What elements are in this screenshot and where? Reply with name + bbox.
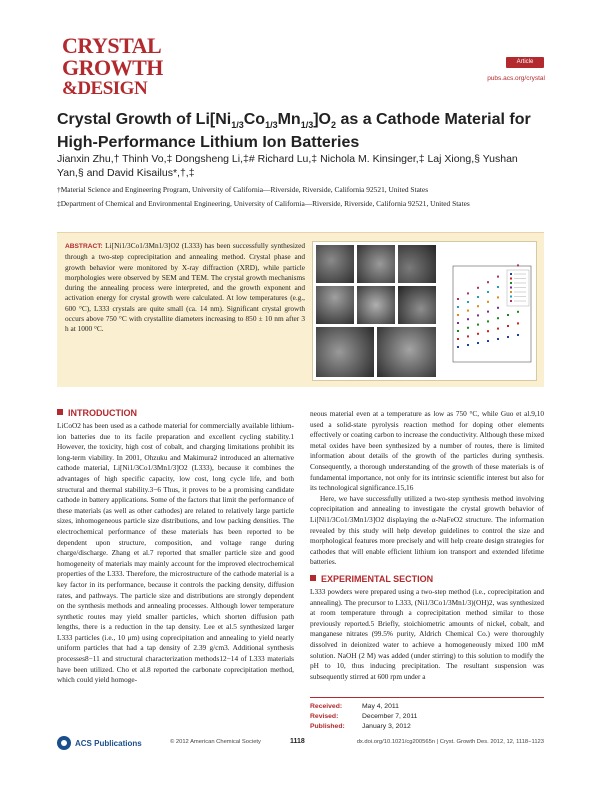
acs-logo-icon: [57, 736, 71, 750]
article-title: Crystal Growth of $Li[Ni_{1/3}Co_{1/3}Mn_{1/3}]O_2$ as a Cathode Material for High-Performance Lithium Ion Batteries: [57, 111, 531, 152]
sem-image: [376, 326, 437, 378]
plot-point: [477, 305, 479, 307]
sem-image: [356, 244, 396, 284]
sem-image: [397, 285, 437, 325]
legend-swatch: [510, 300, 512, 302]
plot-point: [467, 310, 469, 312]
plot-point: [497, 296, 499, 298]
acs-publications-logo[interactable]: ACS Publications: [57, 736, 142, 750]
plot-point: [477, 287, 479, 289]
plot-point: [517, 322, 519, 324]
plot-point: [497, 286, 499, 288]
toc-graphic: [312, 241, 537, 381]
plot-point: [507, 336, 509, 338]
abstract-label: ABSTRACT:: [65, 243, 103, 250]
abstract-box: [57, 232, 544, 387]
right-paragraph-2: Here, we have successfully utilized a two-step synthesis method involving coprecipitation and annealing to investigate the crystal growth behavior of Li[Ni1/3Co1/3Mn1/3]O2 displaying the α-NaFeO2 structure. The information revealed by this study will help develop guidelines to control the size and morphological features more precisely and will help create design strategies for cathodes that will enable efficient lithium ion transport and extended lifetime batteries.: [310, 493, 544, 567]
plot-point: [507, 325, 509, 327]
plot-point: [487, 311, 489, 313]
abstract-body: Li[Ni1/3Co1/3Mn1/3]O2 (L333) has been successfully synthesized through a two-step coprecipitation and annealing method. Crystal phase and growth behavior were monitored by X-ray diffraction (XRD), while particle morphologies were observed by SEM and TEM. The crystal growth mechanisms during the annealing process were interpreted, and the growth exponent and activation energy for crystal growth were calculated. At low temperatures (e.g., 600 °C), L333 crystals are quite small (ca. 14 nm). Significant crystal growth occurs above 750 °C with crystallite diameters increasing to 850 ± 10 nm after 3 h at 1000 °C.: [65, 241, 305, 334]
history-published: Published: January 3, 2012: [310, 723, 411, 730]
plot-point: [497, 317, 499, 319]
plot-point: [467, 292, 469, 294]
sem-image: [356, 285, 396, 325]
history-received: Received: May 4, 2011: [310, 703, 399, 710]
legend-swatch: [510, 291, 512, 293]
legend-swatch: [510, 278, 512, 280]
plot-point: [497, 276, 499, 278]
sem-image: [315, 326, 375, 378]
plot-point: [477, 296, 479, 298]
plot-point: [467, 327, 469, 329]
affiliation-1: †Material Science and Engineering Program, University of California—Riverside, Riverside, California 92521, United States: [57, 185, 429, 194]
sem-image: [315, 285, 355, 325]
plot-point: [487, 301, 489, 303]
plot-point: [497, 307, 499, 309]
plot-point: [487, 291, 489, 293]
plot-point: [517, 264, 519, 266]
journal-logo-line1: CRYSTAL: [62, 33, 162, 58]
right-column-top: [310, 409, 544, 568]
introduction-column: [57, 421, 294, 686]
plot-point: [507, 314, 509, 316]
page-number: 1118: [290, 738, 305, 745]
sem-image: [315, 244, 355, 284]
plot-point: [487, 330, 489, 332]
sem-image: [397, 244, 437, 284]
plot-point: [457, 346, 459, 348]
plot-point: [457, 322, 459, 324]
legend-swatch: [510, 273, 512, 275]
plot-point: [477, 314, 479, 316]
journal-url-link[interactable]: pubs.acs.org/crystal: [487, 75, 545, 82]
footer-copyright: © 2012 American Chemical Society: [170, 739, 261, 745]
legend-swatch: [510, 296, 512, 298]
plot-point: [457, 338, 459, 340]
section-marker-icon: [57, 409, 63, 415]
plot-point: [517, 311, 519, 313]
right-paragraph-1: neous material even at a temperature as low as 750 °C, while Guo et al.9,10 used a solid-state pyrolysis reaction method for doping other elements effectively or coating carbon to increase the conductivity. Although these mixed metal oxides have been synthesized by a number of routes, there is limited information about details of the growth of the particles during synthesis. Consequently, a thorough understanding of the growth of these materials is of fundamental importance, not only for its intrinsic scientific interest but also for its technological significance.15,16: [310, 409, 544, 493]
experimental-paragraph: L333 powders were prepared using a two-step method (i.e., coprecipitation and annealing). The precursor to L333, (Ni1/3Co1/3Mn1/3)(OH)2, was synthesized at room temperature through a coprecipitation method similar to those previously reported.5 Briefly, stoichiometric amounts of nickel, cobalt, and manganese nitrates (99.5% purity, Aldrich Chemical Co.) were thoroughly dissolved in deionized water to achieve a homogeneously mixed 100 mM solution. NaOH (2 M) was added (under stirring) to this solution to modify the pH to 10, thus inducing precipitation. The resultant suspension was subsequently stirred at 600 rpm under a: [310, 587, 544, 681]
plot-point: [457, 298, 459, 300]
publication-history: [310, 697, 544, 732]
plot-point: [457, 314, 459, 316]
section-marker-icon: [310, 575, 316, 581]
footer-doi-link[interactable]: dx.doi.org/10.1021/cg200565n | Cryst. Growth Des. 2012, 12, 1118−1123: [356, 739, 544, 745]
experimental-column: [310, 587, 544, 682]
abstract-text: [65, 241, 305, 335]
plot-point: [487, 340, 489, 342]
plot-point: [467, 318, 469, 320]
journal-logo-line3: &DESIGN: [62, 78, 148, 99]
plot-point: [497, 328, 499, 330]
plot-point: [477, 333, 479, 335]
history-revised: Revised: December 7, 2011: [310, 713, 418, 720]
plot-point: [457, 306, 459, 308]
author-list: Jianxin Zhu,† Thinh Vo,‡ Dongsheng Li,‡# Richard Lu,‡ Nichola M. Kinsinger,‡ Laj Xiong,§ Yushan Yan,§ and David Kisailus*,†,‡: [57, 153, 518, 179]
legend-swatch: [510, 287, 512, 289]
introduction-heading: INTRODUCTION: [57, 408, 137, 418]
affiliation-2: ‡Department of Chemical and Environmental Engineering, University of California—Riverside, Riverside, California 92521, United States: [57, 199, 470, 208]
toc-growth-plot: [441, 246, 535, 378]
plot-point: [467, 335, 469, 337]
plot-point: [467, 344, 469, 346]
plot-point: [457, 330, 459, 332]
plot-point: [487, 281, 489, 283]
plot-point: [497, 338, 499, 340]
article-type-badge: Article: [506, 57, 544, 68]
journal-logo-line2: GROWTH: [62, 55, 163, 80]
plot-point: [477, 324, 479, 326]
plot-point: [477, 342, 479, 344]
plot-point: [517, 334, 519, 336]
journal-logo: [62, 35, 182, 98]
experimental-heading: EXPERIMENTAL SECTION: [310, 574, 433, 584]
legend-swatch: [510, 282, 512, 284]
intro-paragraph: LiCoO2 has been used as a cathode material for commercially available lithium-ion batteries due to its facile preparation and excellent cycling stability.1 However, the toxicity, high cost of cobalt, and charging limitations prohibit its long-term viability. In 2001, Ohzuku and Makimura2 introduced an alternative cathode material, Li[Ni1/3Co1/3Mn1/3]O2 (L333), because it combines the advantages of high specific capacity, low cost, long cycle life, and both structural and thermal stability.3−6 Thus, it proves to be a promising candidate cathode in battery applications. Some of the factors that limit the performance of these materials (as well as other cathodes) are related to relatively large particle sizes, inhomogeneous particle size distributions, and low packing densities. The electrochemical performance of these materials has been reported to be dependent upon structure, composition, and voltage range during charge/discharge. Zhang et al.7 reported that smaller particle size and good homogeneity of materials may mainly account for the improved electrochemical properties of the L333. Therefore, the microstructure of the cathode material is a key factor in its performance, because it controls the packing density, diffusion rates, and pathways. The particle size and distributions are strongly dependent on the synthesis methods and annealing processes. Although lower temperature synthetic routes may yield smaller particles, which shorten diffusion path lengths, there is a reduction in the tap density. Lee et al.5 synthesized larger L333 particles (i.e., 10 μm) using coprecipitation and annealing to yield nearly uniform particles that had a tap density of 2.39 g/cm3. Additional synthesis processes8−11 and structural characterization methods12−14 of L333 materials have been utilized. Cho et al.8 reported the carbonate coprecipitation method, which could yield homoge-: [57, 421, 294, 685]
plot-point: [487, 320, 489, 322]
plot-point: [467, 301, 469, 303]
